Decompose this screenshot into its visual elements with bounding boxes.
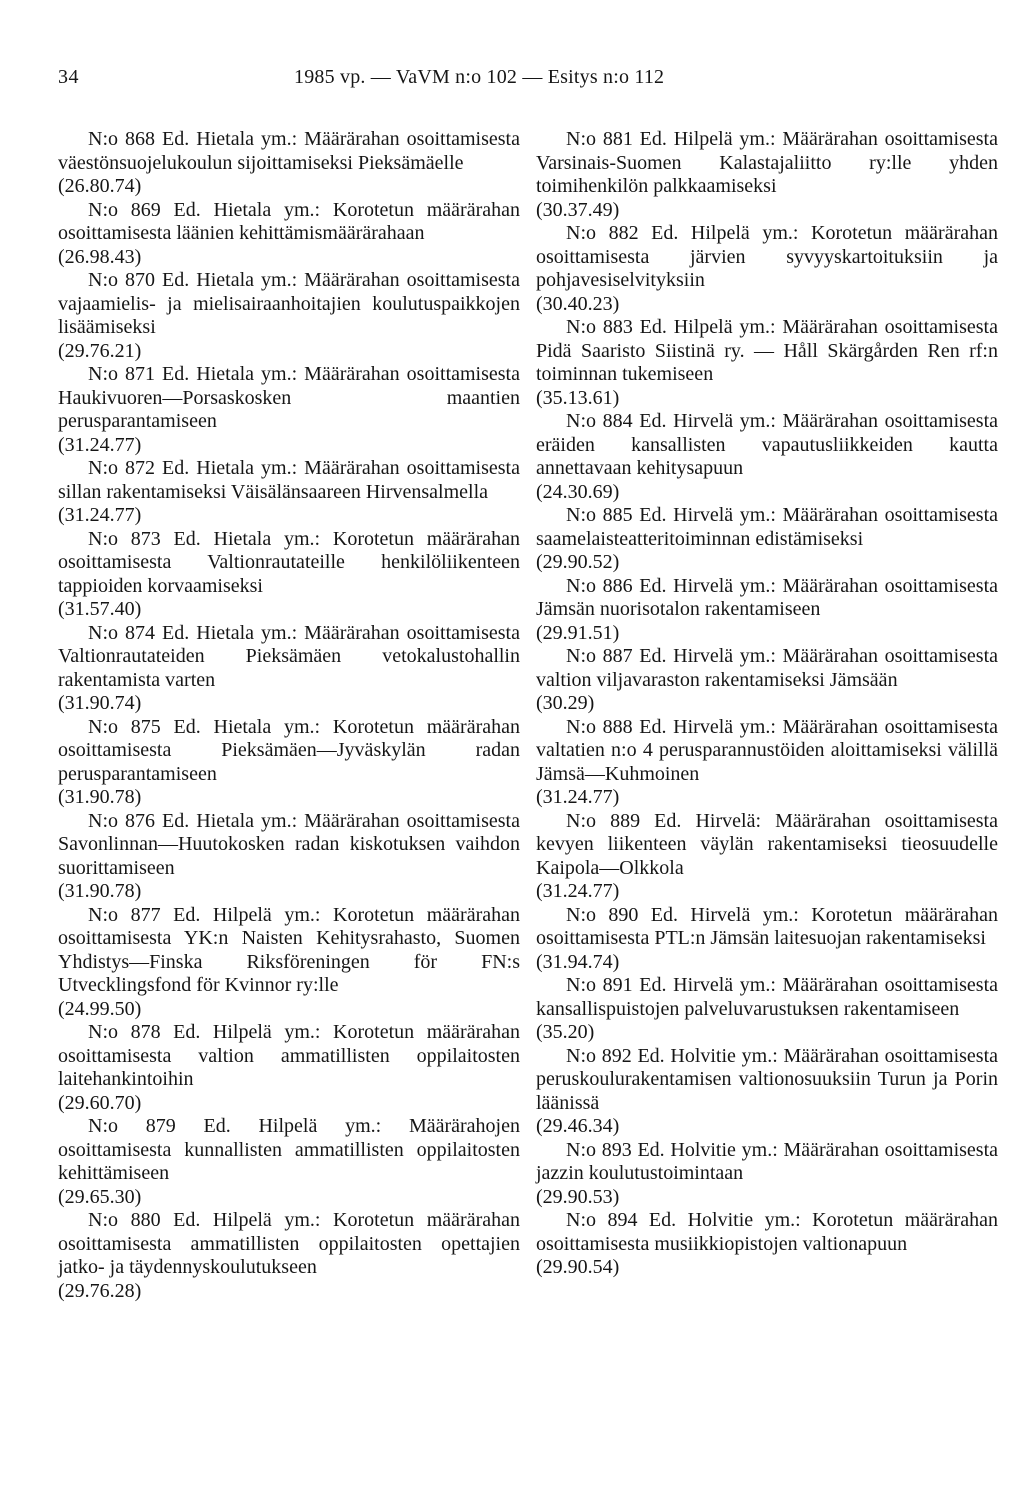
motion-entry <box>58 269 520 363</box>
motion-text: N:o 875 Ed. Hietala ym.: Korotetun määrärahan osoittamisesta Pieksämäen—Jyväskylän radan perusparantamiseen <box>58 715 520 785</box>
motion-entry <box>536 410 998 504</box>
motion-entry <box>536 128 998 222</box>
motion-text: N:o 891 Ed. Hirvelä ym.: Määrärahan osoittamisesta kansallispuistojen palveluvarustuksen rakentamiseen <box>536 974 998 1020</box>
motion-entry <box>536 222 998 316</box>
budget-item-code: (29.90.52) <box>536 551 620 573</box>
budget-item-code: (31.90.74) <box>58 692 142 714</box>
budget-item-code: (31.90.78) <box>58 880 142 902</box>
budget-item-code: (35.13.61) <box>536 386 620 409</box>
budget-item-code: (29.76.28) <box>58 1279 142 1302</box>
budget-item-code: (31.24.77) <box>536 786 620 808</box>
budget-item-code: (31.57.40) <box>58 598 142 620</box>
motion-text: N:o 869 Ed. Hietala ym.: Korotetun määrärahan osoittamisesta läänien kehittämismäärärahaan <box>58 198 520 244</box>
motion-text: N:o 877 Ed. Hilpelä ym.: Korotetun määrärahan osoittamisesta YK:n Naisten Kehitysrahasto, Suomen Yhdistys—Finska Riksföreningen för FN:s Utvecklingsfond för Kvinnor ry:lle <box>58 903 520 996</box>
budget-item-code: (29.65.30) <box>58 1185 142 1208</box>
motion-entry <box>536 810 998 904</box>
running-head: 1985 vp. — VaVM n:o 102 — Esitys n:o 112 <box>294 66 665 88</box>
motion-entry <box>58 1209 520 1303</box>
motion-text: N:o 894 Ed. Holvitie ym.: Korotetun määrärahan osoittamisesta musiikkiopistojen valtionapuun <box>536 1209 998 1255</box>
motion-text: N:o 890 Ed. Hirvelä ym.: Korotetun määrärahan osoittamisesta PTL:n Jämsän laitesuojan rakentamiseksi <box>536 903 998 949</box>
motion-entry <box>536 1045 998 1139</box>
motion-entry <box>58 363 520 457</box>
budget-item-code: (29.46.34) <box>536 1115 620 1137</box>
motion-text: N:o 884 Ed. Hirvelä ym.: Määrärahan osoittamisesta eräiden kansallisten vapautusliikkeiden kautta annettavaan kehitysapuun <box>536 410 998 479</box>
budget-item-code: (31.90.78) <box>58 786 142 808</box>
motion-entry <box>58 622 520 716</box>
left-column <box>58 128 520 1303</box>
motion-text: N:o 880 Ed. Hilpelä ym.: Korotetun määrärahan osoittamisesta ammatillisten oppilaitosten opettajien jatko- ja täydennyskoulutukseen <box>58 1209 520 1278</box>
motion-text: N:o 887 Ed. Hirvelä ym.: Määrärahan osoittamisesta valtion viljavaraston rakentamiseksi Jämsään <box>536 645 998 691</box>
motion-text: N:o 885 Ed. Hirvelä ym.: Määrärahan osoittamisesta saamelaisteatteritoiminnan edistämiseksi <box>536 504 998 550</box>
page-number: 34 <box>58 66 79 88</box>
motion-entry <box>58 528 520 622</box>
motion-entry <box>536 1139 998 1210</box>
right-column <box>536 128 998 1280</box>
motion-entry <box>58 1021 520 1115</box>
motion-entry <box>58 1115 520 1209</box>
budget-item-code: (26.98.43) <box>58 245 142 268</box>
motion-text: N:o 872 Ed. Hietala ym.: Määrärahan osoittamisesta sillan rakentamiseksi Väisälänsaareen Hirvensalmella <box>58 457 520 503</box>
motion-text: N:o 883 Ed. Hilpelä ym.: Määrärahan osoittamisesta Pidä Saaristo Siistinä ry. — Håll Skärgården Ren rf:n toiminnan tukemiseen <box>536 316 998 385</box>
motion-entry <box>536 716 998 810</box>
budget-item-code: (31.24.77) <box>536 880 620 902</box>
budget-item-code: (30.37.49) <box>536 198 620 221</box>
budget-item-code: (30.40.23) <box>536 292 620 315</box>
motion-text: N:o 874 Ed. Hietala ym.: Määrärahan osoittamisesta Valtionrautateiden Pieksämäen vetokalustohallin rakentamista varten <box>58 621 520 691</box>
motion-text: N:o 868 Ed. Hietala ym.: Määrärahan osoittamisesta väestönsuojelukoulun sijoittamiseksi Pieksämäelle <box>58 128 520 174</box>
motion-entry <box>58 716 520 810</box>
motion-entry <box>536 575 998 646</box>
motion-text: N:o 889 Ed. Hirvelä: Määrärahan osoittamisesta kevyen liikenteen väylän rakentamiseksi tieosuudelle Kaipola—Olkkola <box>536 809 998 879</box>
budget-item-code: (31.24.77) <box>58 433 142 456</box>
motion-entry <box>536 1209 998 1280</box>
motion-entry <box>58 904 520 1022</box>
budget-item-code: (29.60.70) <box>58 1091 142 1114</box>
budget-item-code: (29.76.21) <box>58 339 142 362</box>
motion-text: N:o 892 Ed. Holvitie ym.: Määrärahan osoittamisesta peruskoulurakentamisen valtionosuuksiin Turun ja Porin läänissä <box>536 1044 998 1114</box>
motion-entry <box>536 316 998 410</box>
motion-entry <box>58 199 520 270</box>
motion-entry <box>536 974 998 1045</box>
motion-entry <box>58 457 520 528</box>
motion-text: N:o 881 Ed. Hilpelä ym.: Määrärahan osoittamisesta Varsinais-Suomen Kalastajaliitto ry:lle yhden toimihenkilön palkkaamiseksi <box>536 128 998 197</box>
motion-text: N:o 873 Ed. Hietala ym.: Korotetun määrärahan osoittamisesta Valtionrautateille henkilöliikenteen tappioiden korvaamiseksi <box>58 527 520 597</box>
motion-entry <box>536 504 998 575</box>
motion-entry <box>536 645 998 716</box>
motion-text: N:o 886 Ed. Hirvelä ym.: Määrärahan osoittamisesta Jämsän nuorisotalon rakentamiseen <box>536 574 998 620</box>
motion-text: N:o 893 Ed. Holvitie ym.: Määrärahan osoittamisesta jazzin koulutustoimintaan <box>536 1138 998 1184</box>
budget-item-code: (24.30.69) <box>536 480 620 503</box>
budget-item-code: (31.24.77) <box>58 504 142 526</box>
motion-entry <box>58 128 520 199</box>
motion-text: N:o 876 Ed. Hietala ym.: Määrärahan osoittamisesta Savonlinnan—Huutokosken radan kiskotuksen vaihdon suorittamiseen <box>58 809 520 879</box>
motion-text: N:o 870 Ed. Hietala ym.: Määrärahan osoittamisesta vajaamielis- ja mielisairaanhoitajien koulutuspaikkojen lisäämiseksi <box>58 269 520 338</box>
motion-text: N:o 878 Ed. Hilpelä ym.: Korotetun määrärahan osoittamisesta valtion ammatillisten oppilaitosten laitehankintoihin <box>58 1021 520 1090</box>
budget-item-code: (29.91.51) <box>536 621 620 644</box>
motion-entry <box>536 904 998 975</box>
budget-item-code: (31.94.74) <box>536 950 620 973</box>
motion-text: N:o 888 Ed. Hirvelä ym.: Määrärahan osoittamisesta valtatien n:o 4 perusparannustöiden aloittamiseksi välillä Jämsä—Kuhmoinen <box>536 715 998 785</box>
budget-item-code: (30.29) <box>536 692 595 714</box>
motion-text: N:o 882 Ed. Hilpelä ym.: Korotetun määrärahan osoittamisesta järvien syvyyskartoituksiin ja pohjavesiselvityksiin <box>536 222 998 291</box>
budget-item-code: (26.80.74) <box>58 175 142 197</box>
budget-item-code: (35.20) <box>536 1021 595 1043</box>
budget-item-code: (24.99.50) <box>58 997 142 1020</box>
budget-item-code: (29.90.53) <box>536 1185 620 1208</box>
budget-item-code: (29.90.54) <box>536 1256 620 1278</box>
motion-entry <box>58 810 520 904</box>
motion-text: N:o 871 Ed. Hietala ym.: Määrärahan osoittamisesta Haukivuoren—Porsaskosken maantien perusparantamiseen <box>58 363 520 432</box>
motion-text: N:o 879 Ed. Hilpelä ym.: Määrärahojen osoittamisesta kunnallisten ammatillisten oppilaitosten kehittämiseen <box>58 1115 520 1184</box>
